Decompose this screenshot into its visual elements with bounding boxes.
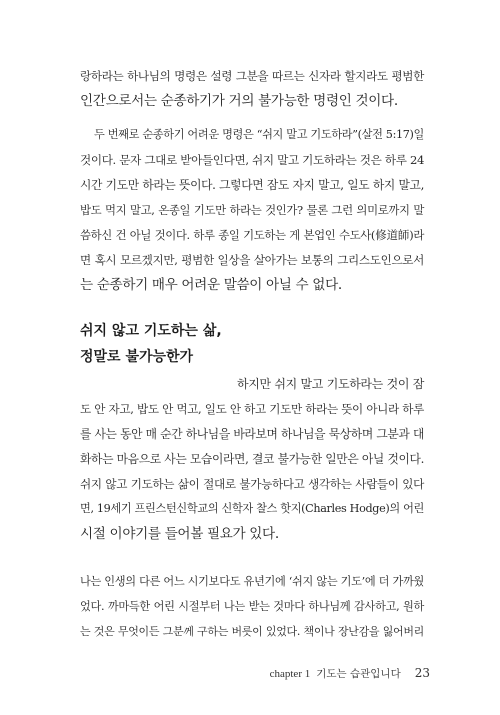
page-number: 23 xyxy=(414,666,430,680)
text-line: 것이다. 문자 그대로 받아들인다면, 쉬지 말고 기도하라는 것은 하루 24 xyxy=(80,153,424,167)
text-line: 하지만 쉬지 말고 기도하라는 것이 잠 xyxy=(237,377,424,391)
section-heading-line-2: 정말로 불가능한가 xyxy=(80,349,194,365)
chapter-title: 기도는 습관입니다 xyxy=(316,668,401,680)
text-line: 씀하신 건 아닐 것이다. 하루 종일 기도하는 게 본업인 수도사(修道師)라 xyxy=(80,228,424,242)
text-line: 두 번째로 순종하기 어려운 명령은 “쉬지 말고 기도하라”(살전 5:17)일 xyxy=(94,128,424,141)
quote-line: 었다. 까마득한 어린 시절부터 나는 받는 것마다 하나님께 감사하고, 원하 xyxy=(80,600,424,613)
running-footer xyxy=(270,664,430,682)
text-line: 를 사는 동안 매 순간 하나님을 바라보며 하나님을 묵상하며 그분과 대 xyxy=(80,427,424,441)
text-line: 밥도 먹지 말고, 온종일 기도만 하라는 것인가? 물론 그런 의미로까지 말 xyxy=(80,203,424,217)
text-line: 랑하라는 하나님의 명령은 설령 그분을 따르는 신자라 할지라도 평범한 xyxy=(80,69,424,83)
text-line: 시절 이야기를 들어볼 필요가 있다. xyxy=(80,526,279,542)
chapter-label: chapter 1 xyxy=(269,668,311,680)
text-line: 는 순종하기 매우 어려운 말씀이 아닐 수 없다. xyxy=(80,277,342,293)
text-line: 시간 기도만 하라는 뜻이다. 그렇다면 잠도 자지 말고, 일도 하지 말고, xyxy=(80,178,424,192)
text-line: 화하는 마음으로 사는 모습이라면, 결코 불가능한 일만은 아닐 것이다. xyxy=(80,452,424,466)
text-line: 면 혹시 모르겠지만, 평범한 일상을 살아가는 보통의 그리스도인으로서 xyxy=(80,253,424,267)
text-line: 도 안 자고, 밥도 안 먹고, 일도 안 하고 기도만 하라는 뜻이 아니라 하루 xyxy=(80,402,424,416)
text-line: 쉬지 않고 기도하는 삶이 절대로 불가능하다고 생각하는 사람들이 있다 xyxy=(80,477,424,491)
text-line: 면, 19세기 프린스턴신학교의 신학자 찰스 핫지(Charles Hodge)의 어린 xyxy=(80,502,424,515)
text-line: 인간으로서는 순종하기가 거의 불가능한 명령인 것이다. xyxy=(80,93,398,109)
quote-line: 는 것은 무엇이든 그분께 구하는 버릇이 있었다. 책이나 장난감을 잃어버리 xyxy=(80,625,424,638)
quote-line: 나는 인생의 다른 어느 시기보다도 유년기에 ‘쉬지 않는 기도’에 더 가까웠 xyxy=(80,575,424,588)
section-heading-line-1: 쉬지 않고 기도하는 삶, xyxy=(80,323,222,339)
